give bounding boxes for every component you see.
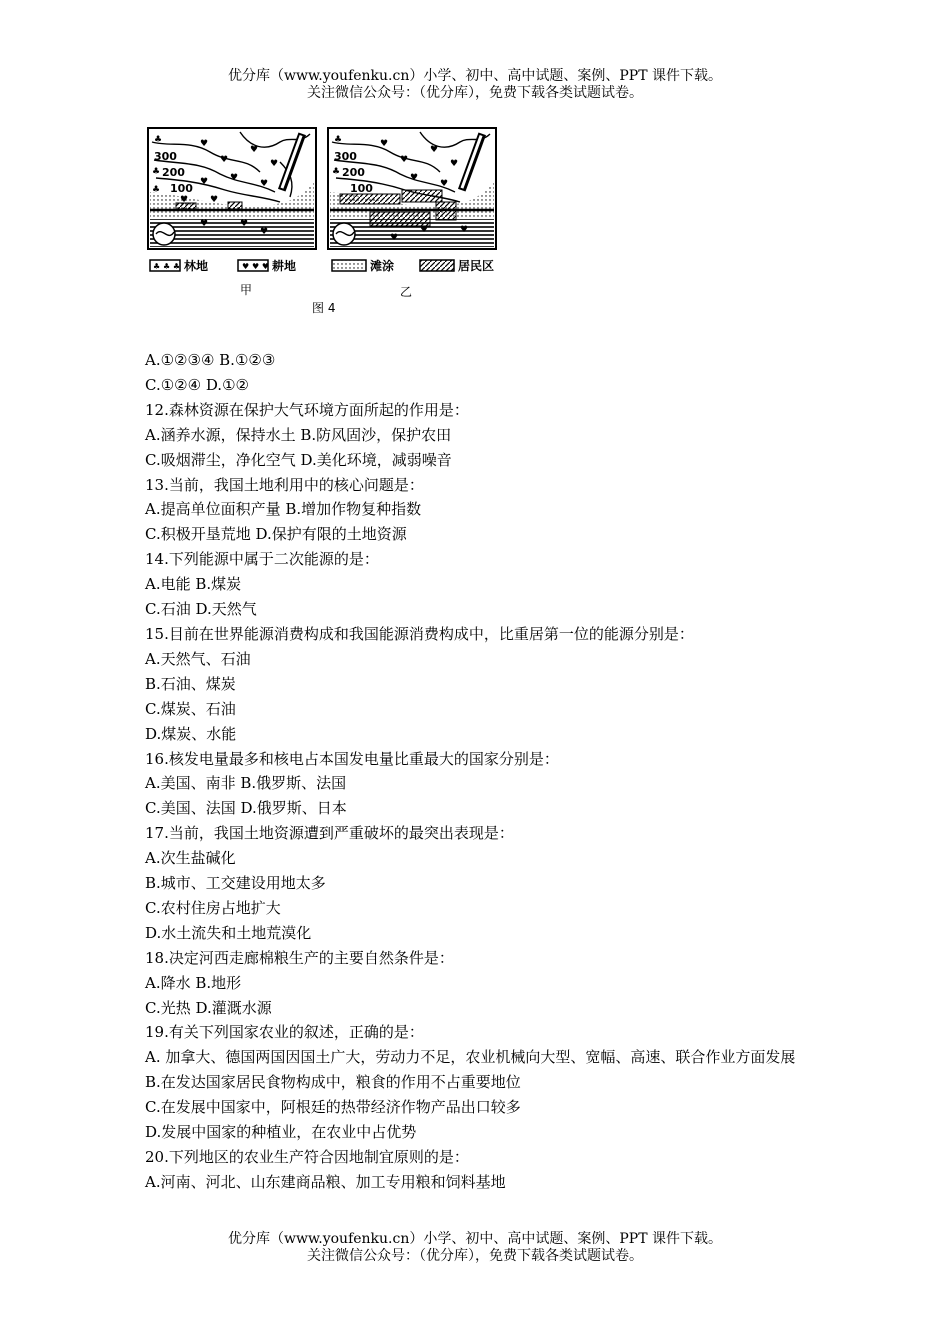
page-footer bbox=[0, 1231, 950, 1265]
legend-label-farmland: 耕地 bbox=[272, 259, 297, 273]
question-list bbox=[145, 348, 810, 1195]
page-header bbox=[0, 68, 950, 102]
svg-text:♥: ♥ bbox=[460, 225, 469, 235]
svg-text:♣: ♣ bbox=[152, 167, 161, 177]
svg-text:♥: ♥ bbox=[380, 139, 389, 149]
map-legend bbox=[150, 258, 494, 273]
q14-options-ab: A.电能 B.煤炭 bbox=[145, 575, 242, 594]
q16-options-cd: C.美国、法国 D.俄罗斯、日本 bbox=[145, 799, 347, 818]
svg-text:♥: ♥ bbox=[430, 145, 439, 155]
residential-legend-icon bbox=[420, 260, 454, 271]
svg-text:♥: ♥ bbox=[260, 179, 269, 189]
svg-text:♣: ♣ bbox=[334, 135, 343, 145]
svg-text:♥: ♥ bbox=[390, 233, 399, 243]
q17-option-b: B.城市、工交建设用地太多 bbox=[145, 874, 326, 893]
q12-stem: 12.森林资源在保护大气环境方面所起的作用是： bbox=[145, 400, 469, 419]
q18-options-cd: C.光热 D.灌溉水源 bbox=[145, 998, 272, 1017]
q19-option-d: D.发展中国家的种植业，在农业中占优势 bbox=[145, 1123, 417, 1142]
q16-options-ab: A.美国、南非 B.俄罗斯、法国 bbox=[145, 774, 347, 793]
q13-options-cd: C.积极开垦荒地 D.保护有限的土地资源 bbox=[145, 525, 407, 544]
footer-line-2: 关注微信公众号：（优分库），免费下载各类试题试卷。 bbox=[307, 1248, 643, 1264]
svg-text:♥: ♥ bbox=[220, 155, 229, 165]
svg-text:♥: ♥ bbox=[210, 195, 219, 205]
svg-text:♣ ♣ ♣: ♣ ♣ ♣ bbox=[153, 262, 181, 271]
q17-option-a: A.次生盐碱化 bbox=[145, 849, 236, 868]
q14-options-cd: C.石油 D.天然气 bbox=[145, 600, 257, 619]
svg-text:♥: ♥ bbox=[260, 227, 269, 237]
svg-text:♥: ♥ bbox=[440, 179, 449, 189]
q16-stem: 16.核发电量最多和核电占本国发电量比重最大的国家分别是： bbox=[145, 749, 559, 768]
panel-label-yi: 乙 bbox=[400, 285, 413, 299]
legend-label-forest: 林地 bbox=[184, 259, 209, 273]
svg-text:♥: ♥ bbox=[230, 173, 239, 183]
contour-label-100-yi: 100 bbox=[350, 182, 373, 195]
q19-option-c: C.在发展中国家中，阿根廷的热带经济作物产品出口较多 bbox=[145, 1098, 521, 1117]
svg-text:♥ ♥ ♥: ♥ ♥ ♥ bbox=[242, 262, 270, 271]
q12-options-cd: C.吸烟滞尘，净化空气 D.美化环境，减弱噪音 bbox=[145, 450, 452, 469]
q19-option-b: B.在发达国家居民食物构成中，粮食的作用不占重要地位 bbox=[145, 1073, 521, 1092]
legend-label-tidal-flat: 滩涂 bbox=[370, 259, 395, 273]
forest-legend-icon bbox=[150, 260, 180, 271]
q12-options-ab: A.涵养水源，保持水土 B.防风固沙，保护农田 bbox=[145, 425, 452, 444]
svg-text:♣: ♣ bbox=[152, 185, 161, 195]
header-line-1: 优分库（www.youfenku.cn）小学、初中、高中试题、案例、PPT 课件下载。 bbox=[227, 68, 722, 84]
q18-stem: 18.决定河西走廊棉粮生产的主要自然条件是： bbox=[145, 948, 454, 967]
q13-stem: 13.当前，我国土地利用中的核心问题是： bbox=[145, 475, 424, 494]
q17-option-c: C.农村住房占地扩大 bbox=[145, 898, 281, 917]
q15-option-d: D.煤炭、水能 bbox=[145, 724, 237, 743]
q15-option-a: A.天然气、石油 bbox=[145, 649, 251, 668]
contour-label-300-jia: 300 bbox=[154, 150, 177, 163]
q19-option-a: A. 加拿大、德国两国因国土广大，劳动力不足，农业机械向大型、宽幅、高速、联合作业方面发展 bbox=[145, 1048, 796, 1067]
q19-stem: 19.有关下列国家农业的叙述，正确的是： bbox=[145, 1023, 424, 1042]
svg-text:♣: ♣ bbox=[332, 167, 341, 177]
figure-caption: 图 4 bbox=[312, 301, 336, 315]
contour-label-200-jia: 200 bbox=[162, 166, 185, 179]
svg-text:♥: ♥ bbox=[180, 195, 189, 205]
tidal-flat-legend-icon bbox=[332, 260, 366, 271]
q14-stem: 14.下列能源中属于二次能源的是： bbox=[145, 550, 379, 569]
q15-option-b: B.石油、煤炭 bbox=[145, 674, 236, 693]
svg-text:♥: ♥ bbox=[240, 219, 249, 229]
svg-text:♥: ♥ bbox=[270, 159, 279, 169]
svg-text:♥: ♥ bbox=[450, 159, 459, 169]
header-line-2: 关注微信公众号：（优分库），免费下载各类试题试卷。 bbox=[307, 85, 643, 101]
q15-stem: 15.目前在世界能源消费构成和我国能源消费构成中，比重居第一位的能源分别是： bbox=[145, 624, 694, 643]
svg-text:♥: ♥ bbox=[200, 139, 209, 149]
svg-text:♥: ♥ bbox=[200, 177, 209, 187]
svg-text:♥: ♥ bbox=[200, 219, 209, 229]
q18-options-ab: A.降水 B.地形 bbox=[145, 973, 242, 992]
svg-text:♣: ♣ bbox=[154, 135, 163, 145]
q20-option-a: A.河南、河北、山东建商品粮、加工专用粮和饲料基地 bbox=[145, 1172, 506, 1191]
q17-stem: 17.当前，我国土地资源遭到严重破坏的最突出表现是： bbox=[145, 824, 514, 843]
q11-options-cd: C.①②④ D.①② bbox=[145, 375, 249, 394]
svg-text:♥: ♥ bbox=[400, 155, 409, 165]
contour-label-300-yi: 300 bbox=[334, 150, 357, 163]
panel-label-jia: 甲 bbox=[240, 283, 253, 297]
map-panel-yi bbox=[328, 128, 496, 249]
q17-option-d: D.水土流失和土地荒漠化 bbox=[145, 923, 312, 942]
q13-options-ab: A.提高单位面积产量 B.增加作物复种指数 bbox=[145, 500, 422, 519]
contour-label-200-yi: 200 bbox=[342, 166, 365, 179]
svg-text:♥: ♥ bbox=[410, 173, 419, 183]
farmland-legend-icon bbox=[238, 260, 269, 271]
map-panel-jia bbox=[148, 128, 316, 249]
figure-4-land-use-maps bbox=[140, 122, 510, 320]
footer-line-1: 优分库（www.youfenku.cn）小学、初中、高中试题、案例、PPT 课件下载。 bbox=[227, 1231, 722, 1247]
q20-stem: 20.下列地区的农业生产符合因地制宜原则的是： bbox=[145, 1148, 469, 1166]
svg-text:♥: ♥ bbox=[420, 225, 429, 235]
q15-option-c: C.煤炭、石油 bbox=[145, 699, 236, 718]
q11-options-ab: A.①②③④ B.①②③ bbox=[145, 351, 276, 369]
svg-text:♥: ♥ bbox=[250, 145, 259, 155]
legend-label-residential: 居民区 bbox=[458, 259, 495, 273]
contour-label-100-jia: 100 bbox=[170, 182, 193, 195]
